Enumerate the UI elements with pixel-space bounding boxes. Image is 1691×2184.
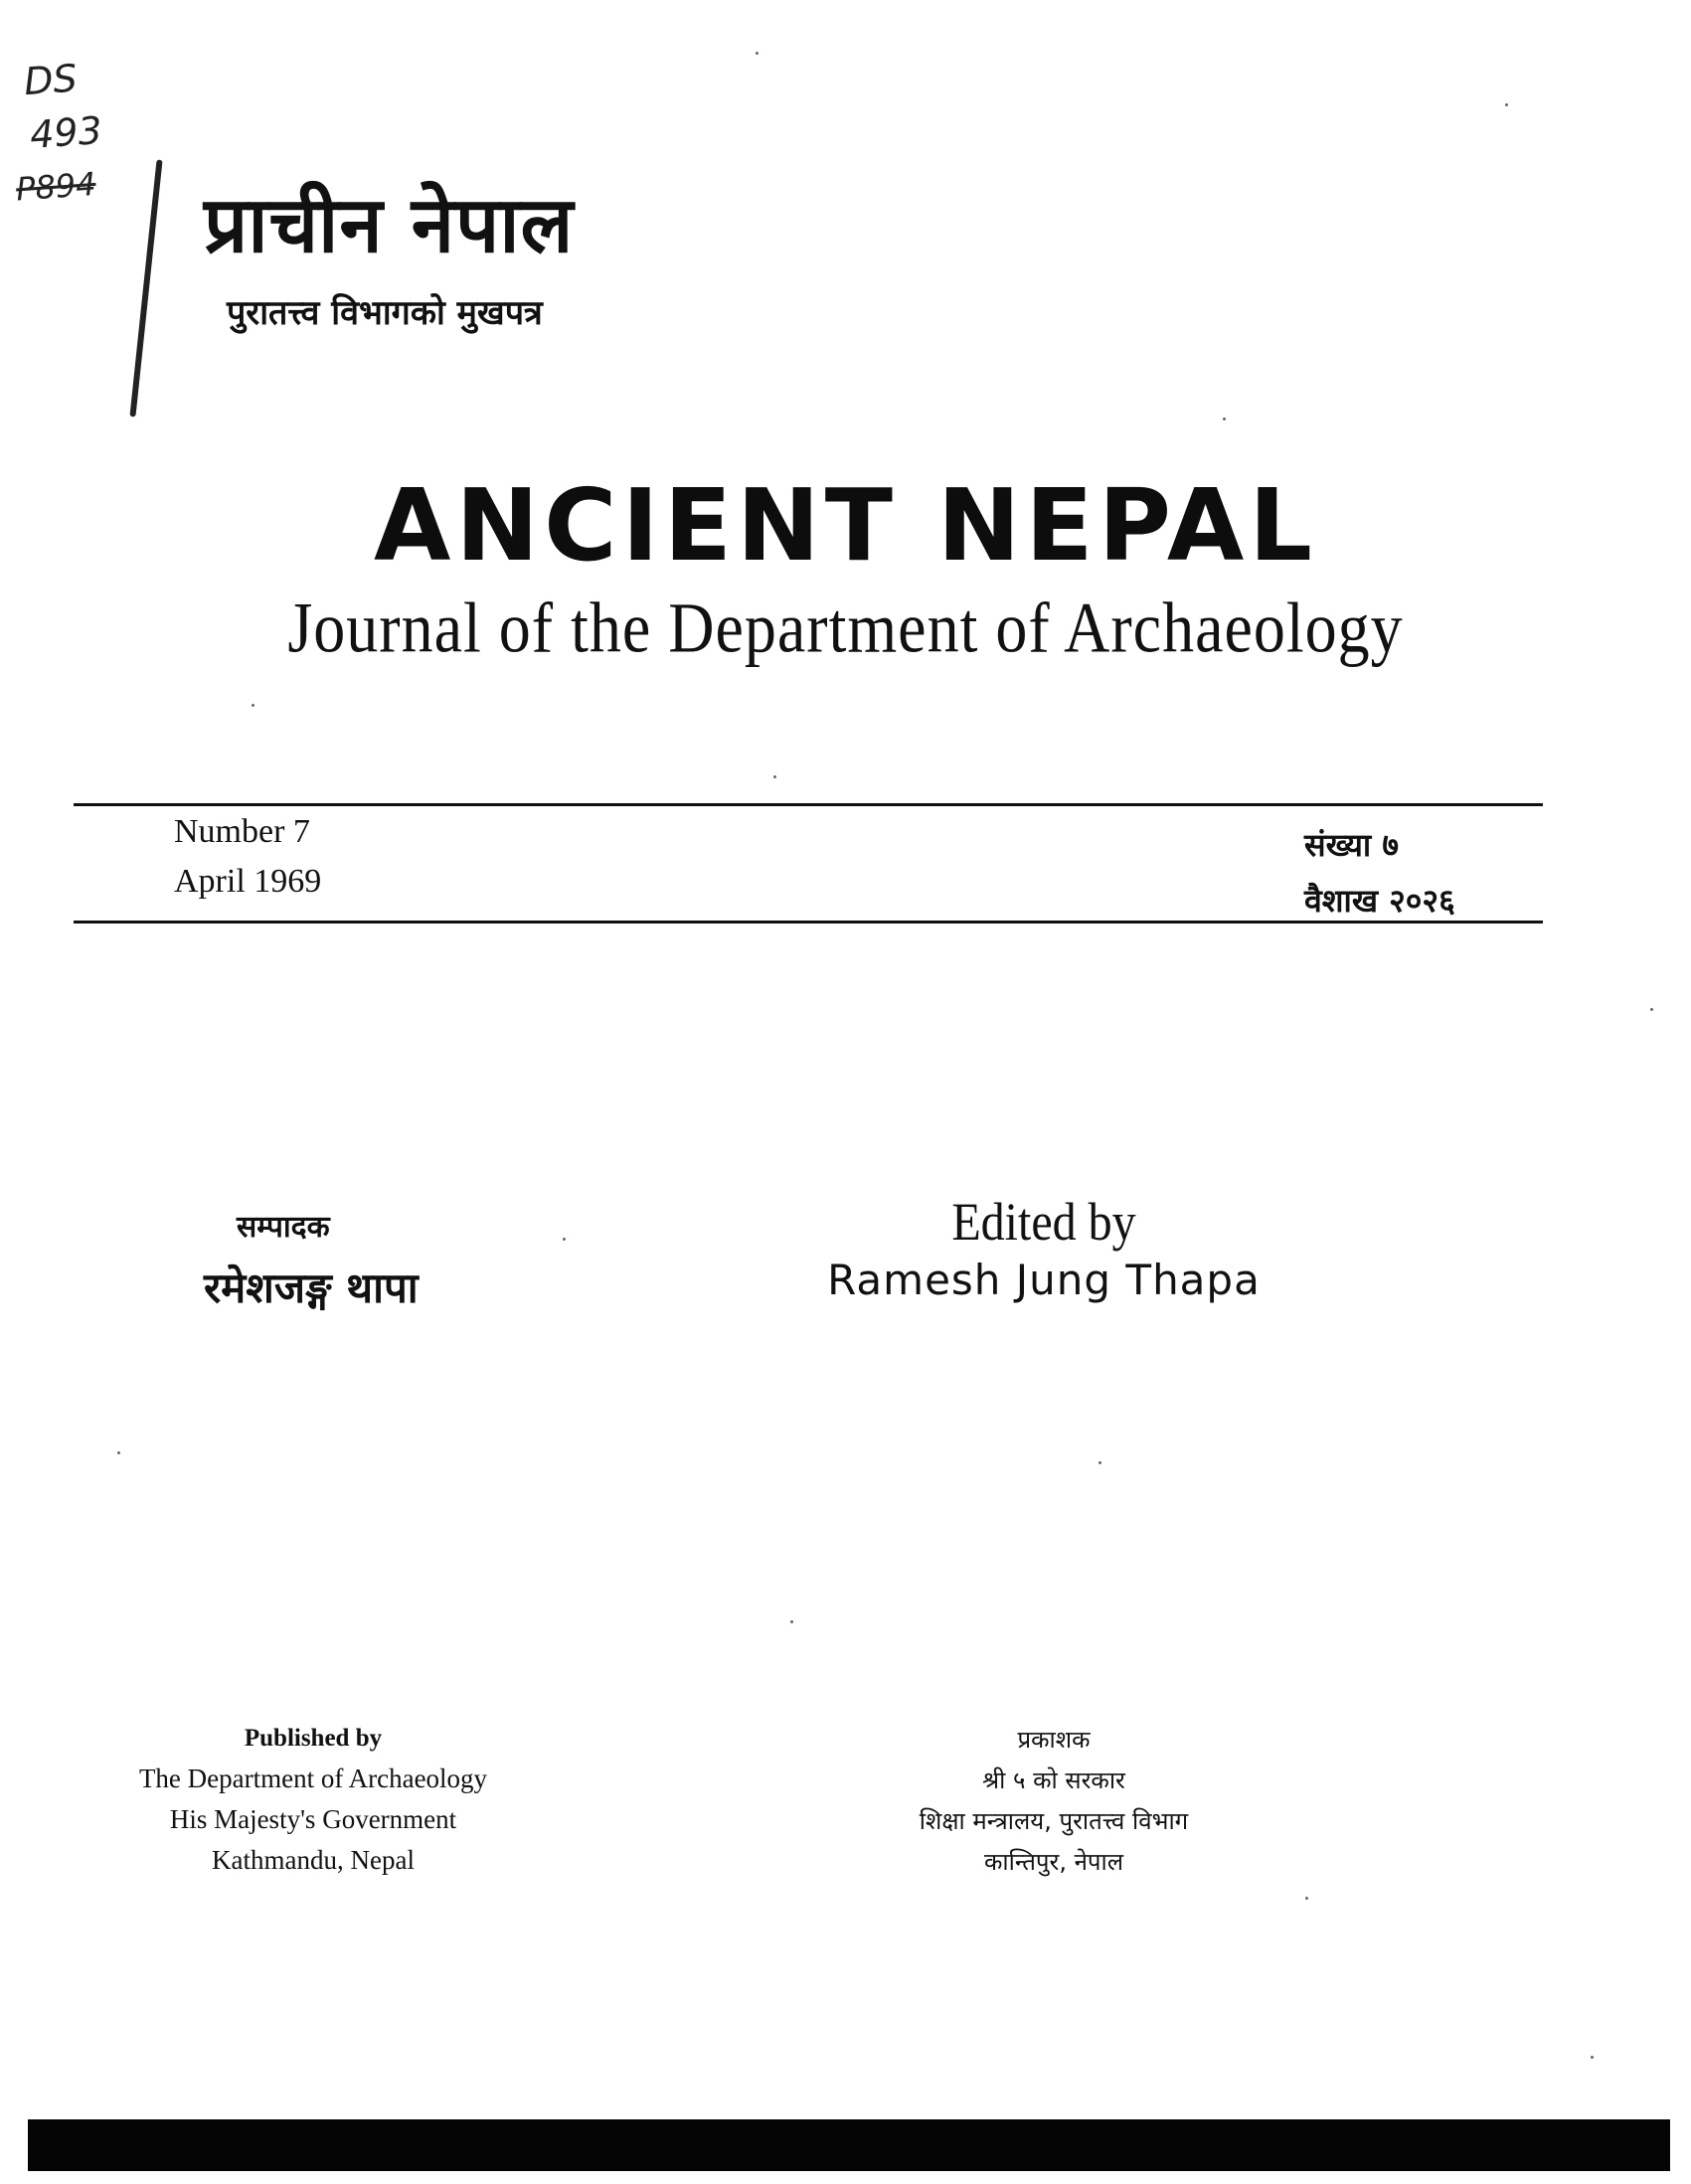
scan-speck <box>756 52 759 55</box>
scan-speck <box>1650 1008 1653 1011</box>
scan-speck <box>1505 103 1508 106</box>
editor-label: Edited by <box>951 1192 1136 1253</box>
nepali-issue-number: संख्या ७ <box>1304 826 1399 864</box>
publisher-line-2: His Majesty's Government <box>169 1804 457 1834</box>
nepali-editor-label: सम्पादक <box>237 1210 330 1245</box>
handwritten-call-number <box>14 50 173 378</box>
publisher-line-3: Kathmandu, Nepal <box>212 1845 415 1875</box>
nepali-title: प्राचीन नेपाल <box>204 181 575 270</box>
nepali-publisher-line-3: कान्तिपुर, नेपाल <box>983 1848 1124 1876</box>
issue-rule-bottom <box>74 921 1543 924</box>
nepali-issue-date: वैशाख २०२६ <box>1304 882 1455 920</box>
issue-rule-top <box>74 803 1543 806</box>
nepali-subtitle: पुरातत्त्व विभागको मुखपत्र <box>227 293 543 333</box>
publisher-block <box>89 1718 537 1881</box>
call-number-line-1: DS <box>22 56 79 104</box>
scan-speck <box>1223 418 1226 420</box>
scan-speck <box>252 704 254 707</box>
journal-title: ANCIENT NEPAL <box>374 467 1317 584</box>
publisher-heading: Published by <box>244 1725 383 1752</box>
scan-speck <box>1591 2056 1594 2059</box>
footer-black-band <box>28 2119 1670 2171</box>
publisher-line-1: The Department of Archaeology <box>138 1764 488 1793</box>
journal-subtitle: Journal of the Department of Archaeology <box>287 588 1404 668</box>
editor-name: Ramesh Jung Thapa <box>827 1256 1261 1304</box>
issue-number: Number 7 <box>174 813 310 850</box>
nepali-publisher-block <box>855 1720 1253 1883</box>
call-number-line-3: P894 <box>14 164 97 209</box>
nepali-publisher-heading: प्रकाशक <box>1017 1726 1091 1754</box>
scan-speck <box>563 1238 566 1241</box>
scan-speck <box>117 1451 120 1454</box>
call-number-line-2: 493 <box>28 108 104 157</box>
scan-speck <box>1099 1461 1101 1464</box>
nepali-editor-name: रमेशजङ्ग थापा <box>204 1263 419 1312</box>
nepali-publisher-line-1: श्री ५ को सरकार <box>982 1766 1125 1794</box>
scan-speck <box>790 1620 793 1623</box>
nepali-publisher-line-2: शिक्षा मन्त्रालय, पुरातत्त्व विभाग <box>919 1807 1189 1835</box>
scan-speck <box>773 775 776 778</box>
issue-date: April 1969 <box>174 863 322 900</box>
scan-speck <box>1305 1897 1308 1900</box>
